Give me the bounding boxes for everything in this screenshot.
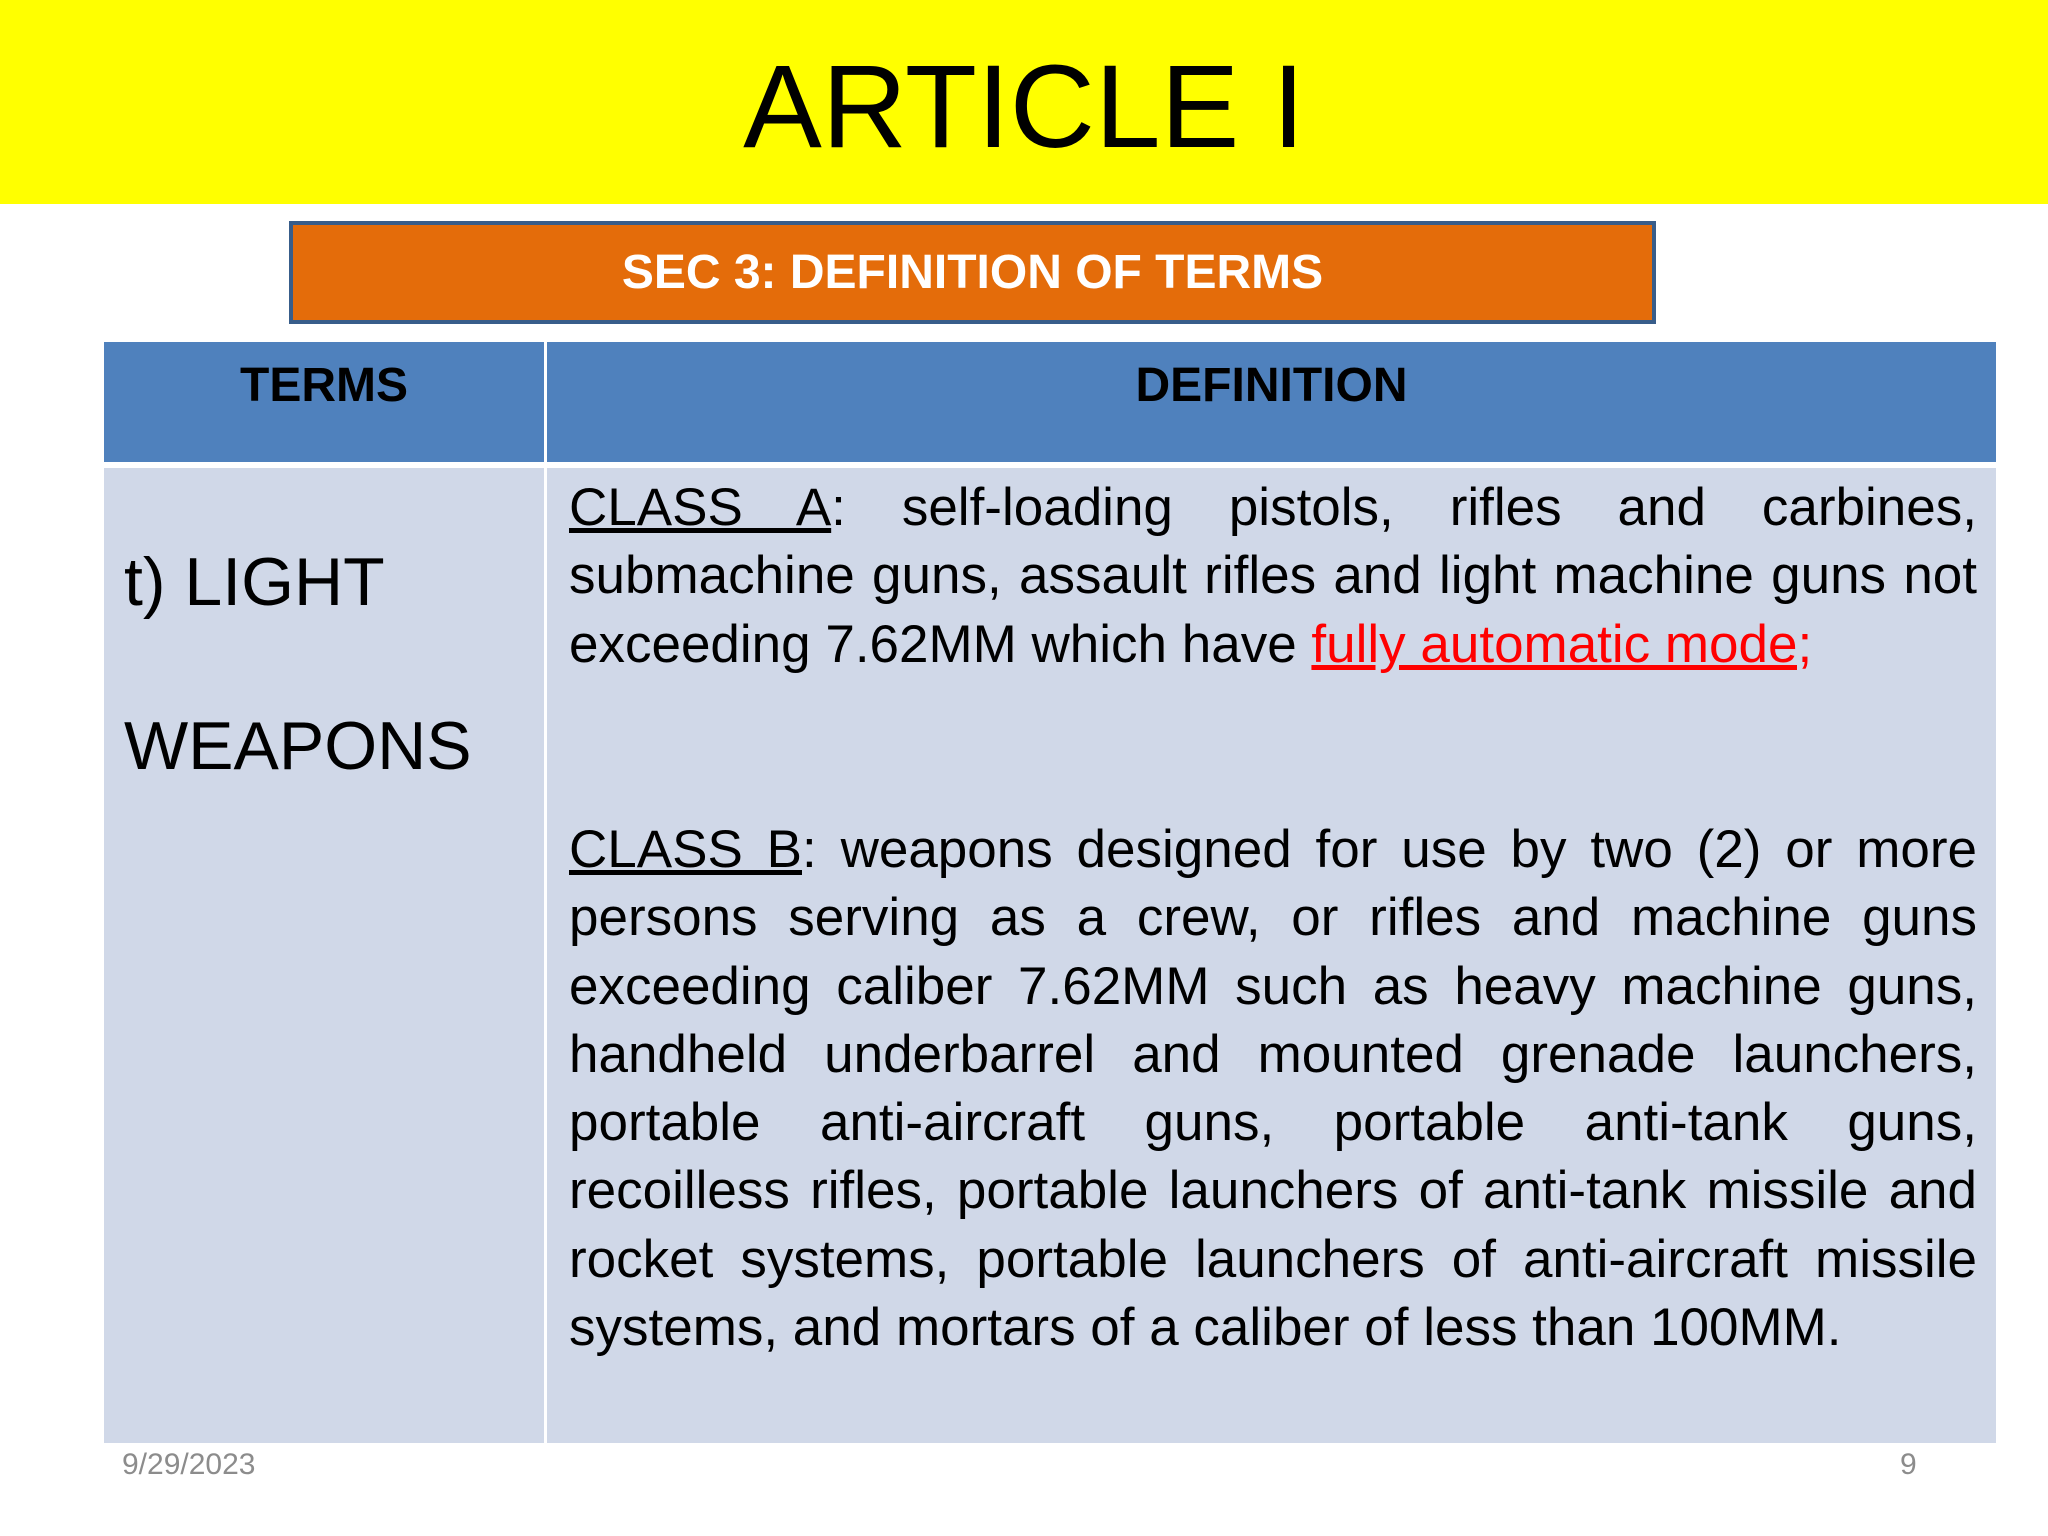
class-a-label: CLASS A [569, 478, 832, 537]
footer-date: 9/29/2023 [122, 1448, 256, 1481]
class-a-text: : self-loading pistols, rifles and carbines, submachine guns, assault rifles and light machine guns not exceeding 7.62MM which have [569, 478, 1977, 674]
header-cell-definition [547, 342, 1996, 462]
term-line-2: WEAPONS [124, 708, 472, 784]
term-cell [104, 468, 544, 1443]
class-b-text: : weapons designed for use by two (2) or more persons serving as a crew, or rifles and machine guns exceeding caliber 7.62MM such as heavy machine guns, handheld underbarrel and mounted grenade launchers, portable anti-aircraft guns, portable anti-tank guns, recoilless rifles, portable launchers of anti-tank missile and rocket systems, portable launchers of anti-aircraft missile systems, and mortars of a caliber of less than 100MM. [569, 820, 1977, 1358]
definition-cell [547, 468, 1996, 1443]
definition-table [104, 342, 1996, 1443]
class-b-label: CLASS B [569, 820, 802, 879]
slide-title: ARTICLE I [743, 41, 1305, 173]
header-cell-terms [104, 342, 544, 462]
header-terms-label: TERMS [240, 359, 408, 412]
footer-page-number: 9 [1900, 1448, 1917, 1481]
header-definition-label: DEFINITION [1135, 359, 1408, 412]
class-a-highlight: fully automatic mode; [1311, 614, 1813, 674]
section-header-box [289, 221, 1656, 324]
term-line-1: t) LIGHT [124, 544, 385, 620]
section-header-text: SEC 3: DEFINITION OF TERMS [621, 246, 1324, 299]
class-a-definition [569, 474, 1977, 679]
class-b-definition [569, 816, 1977, 1362]
